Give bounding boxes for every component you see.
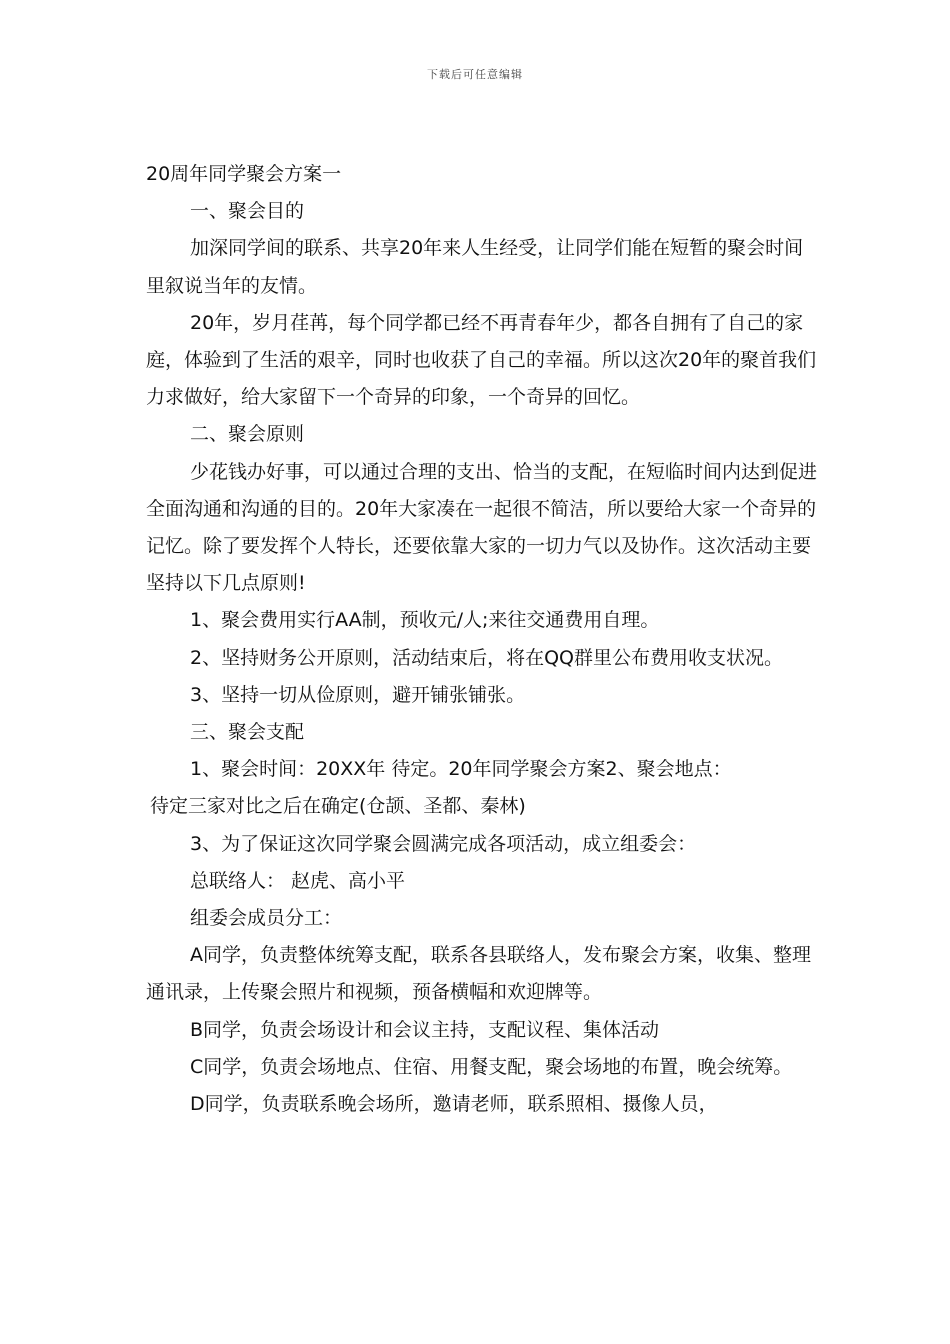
paragraph-purpose: 加深同学间的联系、共享20年来人生经受，让同学们能在短暂的聚会时间里叙说当年的友情。 (146, 237, 804, 297)
rule-item-2: 2、坚持财务公开原则，活动结束后，将在QQ群里公布费用收支状况。 (190, 646, 784, 669)
rule-item-1: 1、聚会费用实行AA制，预收元/人;来往交通费用自理。 (190, 609, 660, 632)
duty-d: D同学，负责联系晚会场所，邀请老师，联系照相、摄像人员， (190, 1093, 718, 1116)
paragraph-principles: 少花钱办好事，可以通过合理的支出、恰当的支配，在短临时间内达到促进全面沟通和沟通的目的。20年大家凑在一起很不简洁，所以要给大家一个奇异的记忆。除了要发挥个人特长，还要依靠大家的一切力气以及协作。这次活动主要坚持以下几点原则! (146, 460, 818, 595)
section-heading-arrangement: 三、聚会支配 (190, 721, 305, 744)
document-body (146, 156, 822, 1123)
duty-a: A同学，负责整体统筹支配，联系各县联络人，发布聚会方案，收集、整理通讯录，上传聚会照片和视频，预备横幅和欢迎牌等。 (146, 944, 811, 1004)
section-heading-principles: 二、聚会原则 (190, 423, 305, 446)
rule-item-3: 3、坚持一切从俭原则，避开铺张铺张。 (190, 683, 526, 706)
page-header-note: 下载后可任意编辑 (427, 68, 523, 81)
doc-title: 20周年同学聚会方案一 (146, 163, 342, 185)
duty-b: B同学，负责会场设计和会议主持，支配议程、集体活动 (190, 1018, 660, 1041)
arrangement-item-3: 3、为了保证这次同学聚会圆满完成各项活动，成立组委会： (190, 832, 697, 855)
arrangement-item-1: 1、聚会时间：20XX年 待定。20年同学聚会方案2、聚会地点： (190, 758, 732, 781)
arrangement-item-1-continued: 待定三家对比之后在确定(仓颉、圣都、秦林) (150, 795, 526, 818)
committee-heading: 组委会成员分工： (190, 907, 343, 930)
section-heading-purpose: 一、聚会目的 (190, 200, 305, 223)
paragraph-twenty-years: 20年，岁月荏苒，每个同学都已经不再青春年少，都各自拥有了自己的家庭，体验到了生活的艰辛，同时也收获了自己的幸福。所以这次20年的聚首我们力求做好，给大家留下一个奇异的印象，一个奇异的回忆。 (146, 311, 817, 409)
duty-c: C同学，负责会场地点、住宿、用餐支配，聚会场地的布置，晚会统筹。 (190, 1055, 793, 1078)
general-contact: 总联络人： 赵虎、高小平 (190, 869, 406, 892)
